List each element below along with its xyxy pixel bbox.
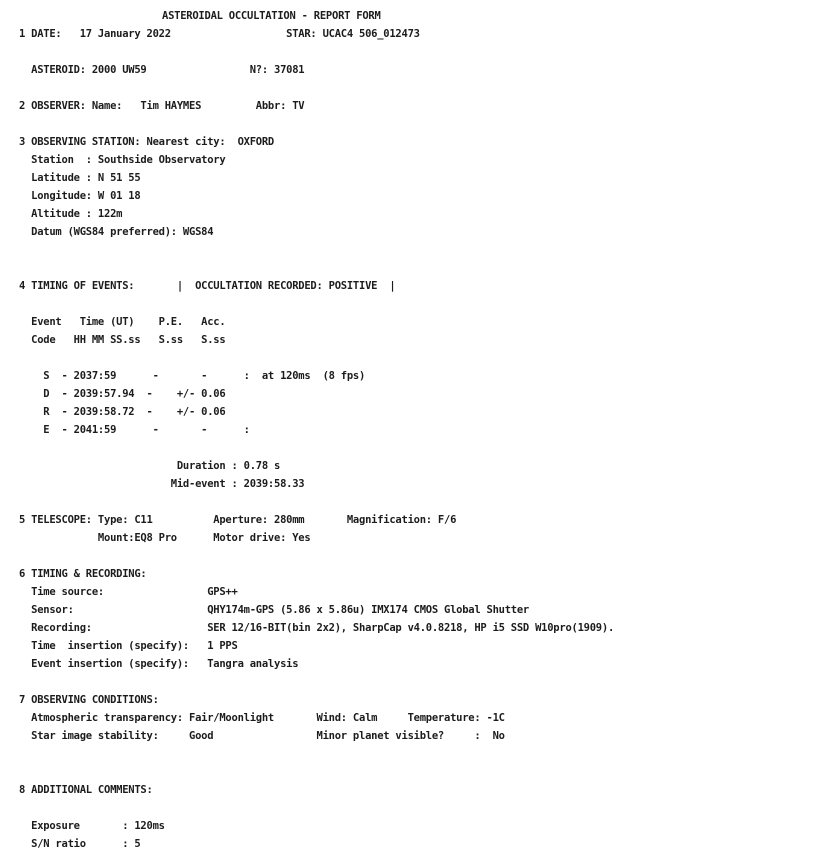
asteroid-line: ASTEROID: 2000 UW59 N?: 37081 — [19, 64, 305, 76]
telescope-line: 5 TELESCOPE: Type: C11 Aperture: 280mm Magnification: F/6 — [19, 514, 457, 526]
time-insertion-line: Time insertion (specify): 1 PPS — [19, 640, 238, 652]
station-longitude: Longitude: W 01 18 — [19, 190, 141, 202]
comments-heading: 8 ADDITIONAL COMMENTS: — [19, 784, 153, 796]
timing-heading: 4 TIMING OF EVENTS: | OCCULTATION RECORDED: POSITIVE | — [19, 280, 396, 292]
observer-line: 2 OBSERVER: Name: Tim HAYMES Abbr: TV — [19, 100, 305, 112]
station-name: Station : Southside Observatory — [19, 154, 226, 166]
conditions-heading: 7 OBSERVING CONDITIONS: — [19, 694, 159, 706]
form-title: ASTEROIDAL OCCULTATION - REPORT FORM — [162, 10, 381, 22]
time-source-line: Time source: GPS++ — [19, 586, 238, 598]
station-datum: Datum (WGS84 preferred): WGS84 — [19, 226, 214, 238]
stability-line: Star image stability: Good Minor planet visible? : No — [19, 730, 505, 742]
duration-line: Duration : 0.78 s — [19, 460, 281, 472]
station-latitude: Latitude : N 51 55 — [19, 172, 141, 184]
date-star-line: 1 DATE: 17 January 2022 STAR: UCAC4 506_012473 — [19, 28, 420, 40]
event-row-reappearance: R - 2039:58.72 - +/- 0.06 — [19, 406, 226, 418]
event-row-end: E - 2041:59 - - : — [19, 424, 250, 436]
station-altitude: Altitude : 122m — [19, 208, 123, 220]
event-insertion-line: Event insertion (specify): Tangra analysis — [19, 658, 299, 670]
recording-line: Recording: SER 12/16-BIT(bin 2x2), SharpCap v4.0.8218, HP i5 SSD W10pro(1909). — [19, 622, 615, 634]
station-heading: 3 OBSERVING STATION: Nearest city: OXFORD — [19, 136, 275, 148]
timing-header-row-1: Event Time (UT) P.E. Acc. — [19, 316, 226, 328]
transparency-line: Atmospheric transparency: Fair/Moonlight Wind: Calm Temperature: -1C — [19, 712, 505, 724]
timing-header-row-2: Code HH MM SS.ss S.ss S.ss — [19, 334, 226, 346]
event-row-disappearance: D - 2039:57.94 - +/- 0.06 — [19, 388, 226, 400]
mid-event-line: Mid-event : 2039:58.33 — [19, 478, 305, 490]
sn-ratio-line: S/N ratio : 5 — [19, 838, 141, 848]
exposure-line: Exposure : 120ms — [19, 820, 165, 832]
recording-heading: 6 TIMING & RECORDING: — [19, 568, 147, 580]
event-row-start: S - 2037:59 - - : at 120ms (8 fps) — [19, 370, 366, 382]
sensor-line: Sensor: QHY174m-GPS (5.86 x 5.86u) IMX174 CMOS Global Shutter — [19, 604, 530, 616]
mount-line: Mount:EQ8 Pro Motor drive: Yes — [19, 532, 311, 544]
